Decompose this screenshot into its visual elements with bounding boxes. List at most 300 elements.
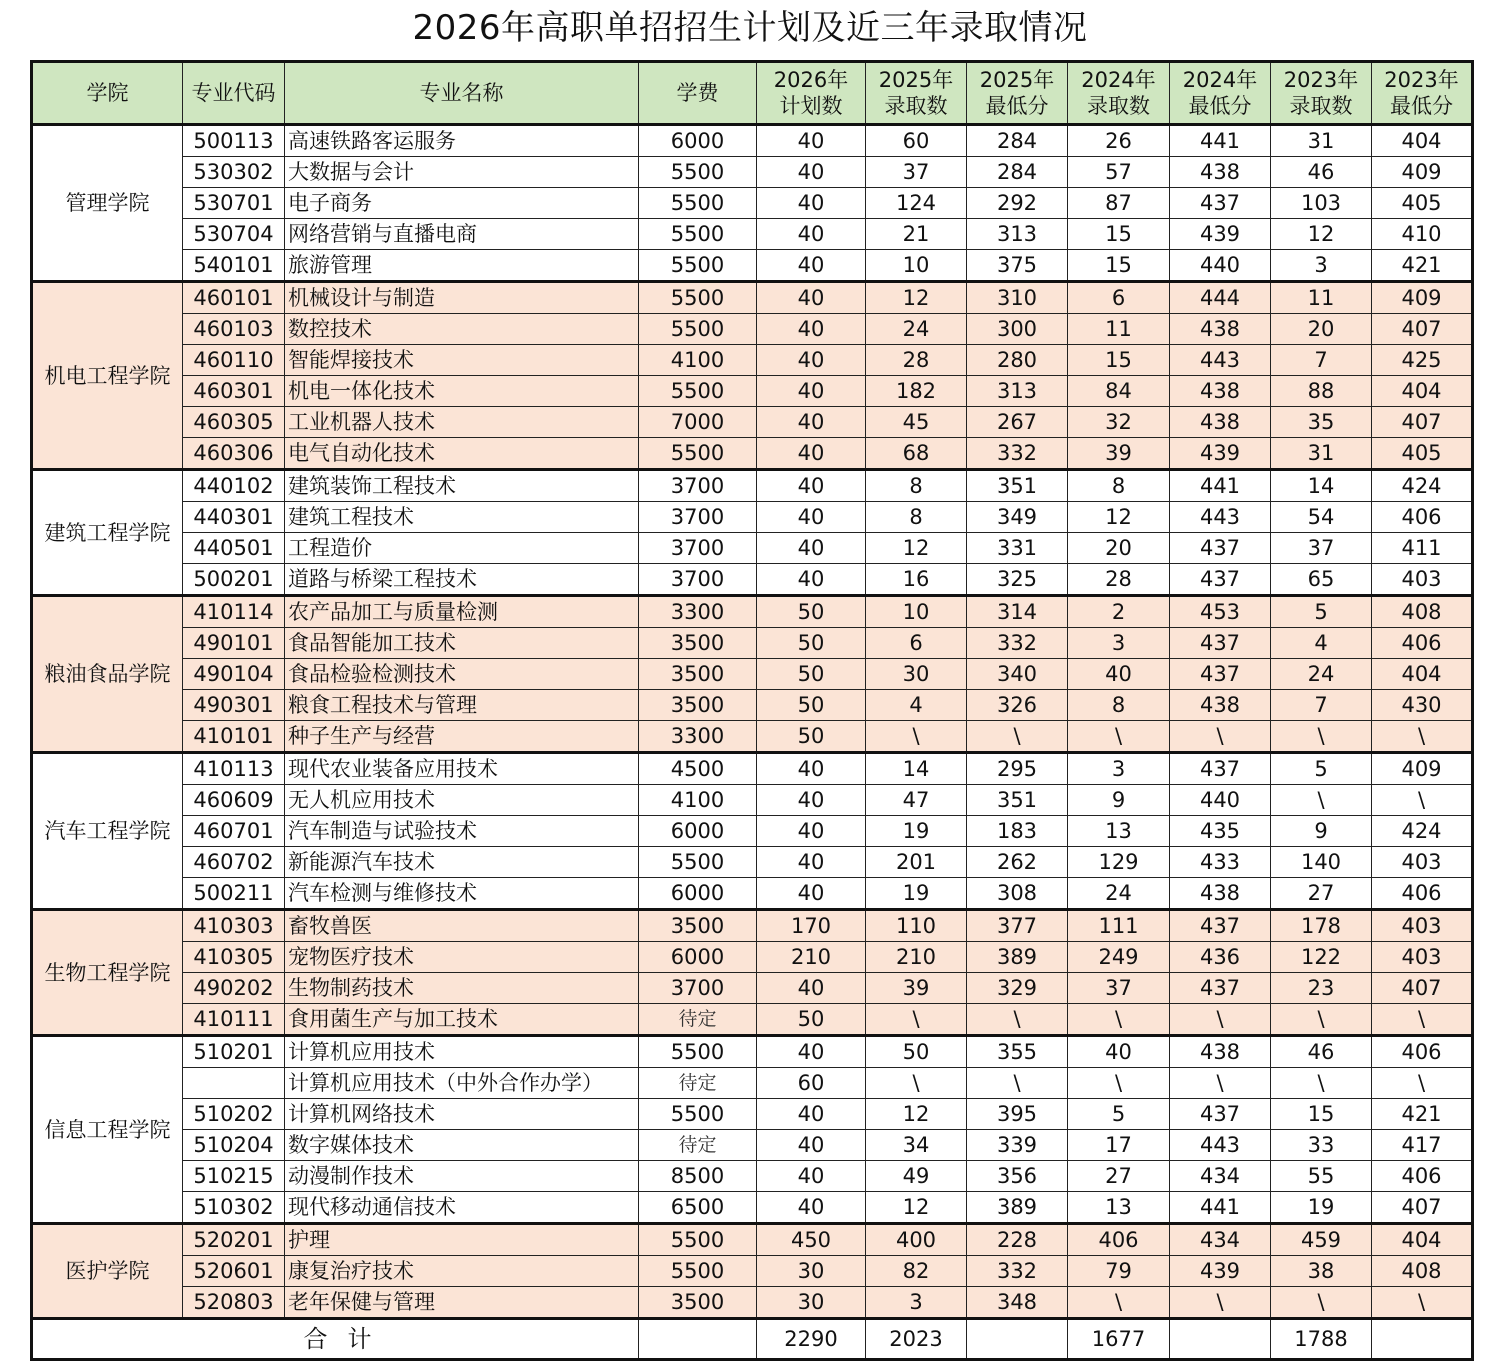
total-value: 2023 bbox=[866, 1319, 967, 1360]
min-score-2025: 228 bbox=[967, 1224, 1068, 1256]
admitted-2025: 14 bbox=[866, 753, 967, 785]
tuition: 待定 bbox=[639, 1068, 757, 1099]
major-name: 汽车制造与试验技术 bbox=[285, 816, 639, 847]
min-score-2025: 314 bbox=[967, 596, 1068, 628]
department-name: 信息工程学院 bbox=[32, 1036, 183, 1224]
major-code: 500113 bbox=[183, 125, 285, 157]
admitted-2023: 178 bbox=[1271, 910, 1372, 942]
tuition: 5500 bbox=[639, 438, 757, 470]
major-code: 410303 bbox=[183, 910, 285, 942]
column-header-line: 最低分 bbox=[1188, 94, 1252, 118]
major-name: 建筑装饰工程技术 bbox=[285, 470, 639, 502]
admitted-2024: 40 bbox=[1068, 1036, 1170, 1068]
min-score-2023: 406 bbox=[1372, 502, 1473, 533]
major-name: 康复治疗技术 bbox=[285, 1256, 639, 1287]
min-score-2025: 313 bbox=[967, 219, 1068, 250]
min-score-2023: \ bbox=[1372, 1287, 1473, 1319]
min-score-2025: 267 bbox=[967, 407, 1068, 438]
major-name: 食用菌生产与加工技术 bbox=[285, 1004, 639, 1036]
column-header bbox=[285, 62, 639, 125]
department-group bbox=[32, 1224, 1473, 1319]
admitted-2024: 129 bbox=[1068, 847, 1170, 878]
totals-section bbox=[32, 1319, 1473, 1360]
plan-2026: 40 bbox=[757, 1036, 866, 1068]
min-score-2024: 437 bbox=[1170, 910, 1271, 942]
admitted-2025: 210 bbox=[866, 942, 967, 973]
min-score-2024: \ bbox=[1170, 1287, 1271, 1319]
min-score-2024: 443 bbox=[1170, 502, 1271, 533]
admitted-2024: 111 bbox=[1068, 910, 1170, 942]
table-row bbox=[32, 721, 1473, 753]
table-row bbox=[32, 219, 1473, 250]
major-code: 530704 bbox=[183, 219, 285, 250]
tuition: 4100 bbox=[639, 345, 757, 376]
plan-2026: 40 bbox=[757, 470, 866, 502]
min-score-2023: 409 bbox=[1372, 157, 1473, 188]
column-header-line: 专业名称 bbox=[419, 81, 504, 105]
admitted-2025: 10 bbox=[866, 596, 967, 628]
major-name: 宠物医疗技术 bbox=[285, 942, 639, 973]
min-score-2025: \ bbox=[967, 721, 1068, 753]
min-score-2024: 440 bbox=[1170, 785, 1271, 816]
major-name: 无人机应用技术 bbox=[285, 785, 639, 816]
table-row bbox=[32, 125, 1473, 157]
min-score-2024: 443 bbox=[1170, 345, 1271, 376]
major-name: 农产品加工与质量检测 bbox=[285, 596, 639, 628]
min-score-2025: 377 bbox=[967, 910, 1068, 942]
tuition: 5500 bbox=[639, 219, 757, 250]
column-header-line: 学院 bbox=[86, 81, 129, 105]
column-header bbox=[967, 62, 1068, 125]
min-score-2025: 356 bbox=[967, 1161, 1068, 1192]
major-code: 460306 bbox=[183, 438, 285, 470]
tuition: 5500 bbox=[639, 282, 757, 314]
tuition: 3500 bbox=[639, 659, 757, 690]
plan-2026: 40 bbox=[757, 1192, 866, 1224]
table-row bbox=[32, 1224, 1473, 1256]
major-code: 460305 bbox=[183, 407, 285, 438]
min-score-2023: \ bbox=[1372, 785, 1473, 816]
tuition: 5500 bbox=[639, 250, 757, 282]
min-score-2024: 440 bbox=[1170, 250, 1271, 282]
admitted-2024: 8 bbox=[1068, 470, 1170, 502]
tuition: 8500 bbox=[639, 1161, 757, 1192]
min-score-2025: 339 bbox=[967, 1130, 1068, 1161]
table-row bbox=[32, 1130, 1473, 1161]
admitted-2025: 24 bbox=[866, 314, 967, 345]
min-score-2023: 403 bbox=[1372, 847, 1473, 878]
admitted-2024: 12 bbox=[1068, 502, 1170, 533]
min-score-2023: 406 bbox=[1372, 1161, 1473, 1192]
major-name: 工业机器人技术 bbox=[285, 407, 639, 438]
major-name: 数控技术 bbox=[285, 314, 639, 345]
total-value bbox=[639, 1319, 757, 1360]
min-score-2025: 262 bbox=[967, 847, 1068, 878]
admitted-2025: 39 bbox=[866, 973, 967, 1004]
table-row bbox=[32, 157, 1473, 188]
admitted-2024: 32 bbox=[1068, 407, 1170, 438]
tuition: 待定 bbox=[639, 1004, 757, 1036]
admitted-2025: 28 bbox=[866, 345, 967, 376]
major-code: 510202 bbox=[183, 1099, 285, 1130]
admitted-2023: 7 bbox=[1271, 345, 1372, 376]
column-header-line: 录取数 bbox=[884, 94, 948, 118]
min-score-2024: 443 bbox=[1170, 1130, 1271, 1161]
plan-2026: 50 bbox=[757, 1004, 866, 1036]
plan-2026: 40 bbox=[757, 533, 866, 564]
admitted-2025: 400 bbox=[866, 1224, 967, 1256]
major-name: 机电一体化技术 bbox=[285, 376, 639, 407]
admitted-2024: \ bbox=[1068, 721, 1170, 753]
tuition: 5500 bbox=[639, 157, 757, 188]
major-code: 490101 bbox=[183, 628, 285, 659]
min-score-2023: 403 bbox=[1372, 564, 1473, 596]
min-score-2025: 332 bbox=[967, 1256, 1068, 1287]
plan-2026: 40 bbox=[757, 219, 866, 250]
min-score-2025: 183 bbox=[967, 816, 1068, 847]
admitted-2023: 459 bbox=[1271, 1224, 1372, 1256]
admitted-2025: 49 bbox=[866, 1161, 967, 1192]
major-name: 计算机网络技术 bbox=[285, 1099, 639, 1130]
admitted-2025: 34 bbox=[866, 1130, 967, 1161]
major-code: 410113 bbox=[183, 753, 285, 785]
plan-2026: 40 bbox=[757, 878, 866, 910]
min-score-2024: 438 bbox=[1170, 407, 1271, 438]
column-header-line: 录取数 bbox=[1087, 94, 1150, 118]
min-score-2025: 284 bbox=[967, 125, 1068, 157]
admitted-2023: 103 bbox=[1271, 188, 1372, 219]
column-header-line: 录取数 bbox=[1289, 94, 1353, 118]
plan-2026: 40 bbox=[757, 753, 866, 785]
major-code: 460110 bbox=[183, 345, 285, 376]
min-score-2025: 340 bbox=[967, 659, 1068, 690]
column-header-line: 2024年 bbox=[1081, 68, 1156, 92]
min-score-2023: 408 bbox=[1372, 1256, 1473, 1287]
min-score-2023: \ bbox=[1372, 721, 1473, 753]
tuition: 4500 bbox=[639, 753, 757, 785]
plan-2026: 40 bbox=[757, 407, 866, 438]
min-score-2025: 351 bbox=[967, 470, 1068, 502]
admitted-2025: 6 bbox=[866, 628, 967, 659]
admitted-2025: 124 bbox=[866, 188, 967, 219]
min-score-2025: 332 bbox=[967, 438, 1068, 470]
column-header bbox=[1068, 62, 1170, 125]
major-code: 460701 bbox=[183, 816, 285, 847]
table-row bbox=[32, 596, 1473, 628]
min-score-2025: 389 bbox=[967, 1192, 1068, 1224]
major-name: 数字媒体技术 bbox=[285, 1130, 639, 1161]
admitted-2023: 9 bbox=[1271, 816, 1372, 847]
plan-2026: 50 bbox=[757, 628, 866, 659]
major-code: 490104 bbox=[183, 659, 285, 690]
plan-2026: 40 bbox=[757, 282, 866, 314]
plan-2026: 210 bbox=[757, 942, 866, 973]
major-name: 汽车检测与维修技术 bbox=[285, 878, 639, 910]
table-row bbox=[32, 628, 1473, 659]
plan-2026: 40 bbox=[757, 785, 866, 816]
admitted-2024: 249 bbox=[1068, 942, 1170, 973]
min-score-2025: 349 bbox=[967, 502, 1068, 533]
enrollment-table bbox=[30, 60, 1474, 1361]
tuition: 4100 bbox=[639, 785, 757, 816]
major-name: 食品检验检测技术 bbox=[285, 659, 639, 690]
admitted-2025: 8 bbox=[866, 470, 967, 502]
admitted-2024: \ bbox=[1068, 1004, 1170, 1036]
table-row bbox=[32, 1287, 1473, 1319]
department-group bbox=[32, 282, 1473, 470]
admitted-2023: 24 bbox=[1271, 659, 1372, 690]
min-score-2025: 326 bbox=[967, 690, 1068, 721]
admitted-2023: 31 bbox=[1271, 125, 1372, 157]
major-code: 510201 bbox=[183, 1036, 285, 1068]
admitted-2023: 88 bbox=[1271, 376, 1372, 407]
major-name: 计算机应用技术 bbox=[285, 1036, 639, 1068]
admitted-2025: 12 bbox=[866, 1099, 967, 1130]
major-name: 生物制药技术 bbox=[285, 973, 639, 1004]
admitted-2025: 45 bbox=[866, 407, 967, 438]
department-group bbox=[32, 910, 1473, 1036]
major-code: 540101 bbox=[183, 250, 285, 282]
plan-2026: 60 bbox=[757, 1068, 866, 1099]
table-row bbox=[32, 438, 1473, 470]
plan-2026: 40 bbox=[757, 345, 866, 376]
min-score-2023: 406 bbox=[1372, 628, 1473, 659]
total-value: 1677 bbox=[1068, 1319, 1170, 1360]
table-row bbox=[32, 1161, 1473, 1192]
table-row bbox=[32, 1192, 1473, 1224]
admitted-2023: 38 bbox=[1271, 1256, 1372, 1287]
min-score-2023: 407 bbox=[1372, 1192, 1473, 1224]
column-header-line: 2024年 bbox=[1182, 68, 1258, 92]
table-row bbox=[32, 1256, 1473, 1287]
admitted-2024: 17 bbox=[1068, 1130, 1170, 1161]
major-code: 410114 bbox=[183, 596, 285, 628]
admitted-2025: 4 bbox=[866, 690, 967, 721]
admitted-2025: 68 bbox=[866, 438, 967, 470]
table-row bbox=[32, 690, 1473, 721]
admitted-2024: 37 bbox=[1068, 973, 1170, 1004]
tuition: 5500 bbox=[639, 1036, 757, 1068]
department-name: 生物工程学院 bbox=[32, 910, 183, 1036]
admitted-2025: \ bbox=[866, 1068, 967, 1099]
admitted-2024: 9 bbox=[1068, 785, 1170, 816]
table-row bbox=[32, 470, 1473, 502]
column-header-line: 最低分 bbox=[985, 94, 1049, 118]
column-header bbox=[32, 62, 183, 125]
table-row bbox=[32, 942, 1473, 973]
min-score-2023: 424 bbox=[1372, 470, 1473, 502]
major-code bbox=[183, 1068, 285, 1099]
min-score-2024: 434 bbox=[1170, 1161, 1271, 1192]
min-score-2025: 348 bbox=[967, 1287, 1068, 1319]
major-name: 高速铁路客运服务 bbox=[285, 125, 639, 157]
column-header bbox=[1170, 62, 1271, 125]
admitted-2023: 23 bbox=[1271, 973, 1372, 1004]
admitted-2024: 57 bbox=[1068, 157, 1170, 188]
department-group bbox=[32, 125, 1473, 282]
major-code: 520601 bbox=[183, 1256, 285, 1287]
tuition: 3700 bbox=[639, 564, 757, 596]
admitted-2023: 65 bbox=[1271, 564, 1372, 596]
admitted-2023: 31 bbox=[1271, 438, 1372, 470]
min-score-2023: 407 bbox=[1372, 407, 1473, 438]
major-name: 现代农业装备应用技术 bbox=[285, 753, 639, 785]
admitted-2024: 406 bbox=[1068, 1224, 1170, 1256]
plan-2026: 40 bbox=[757, 376, 866, 407]
admitted-2023: 5 bbox=[1271, 596, 1372, 628]
major-code: 530701 bbox=[183, 188, 285, 219]
plan-2026: 40 bbox=[757, 314, 866, 345]
table-row bbox=[32, 533, 1473, 564]
admitted-2023: \ bbox=[1271, 721, 1372, 753]
major-code: 410305 bbox=[183, 942, 285, 973]
table-row bbox=[32, 785, 1473, 816]
admitted-2025: 10 bbox=[866, 250, 967, 282]
admitted-2023: 15 bbox=[1271, 1099, 1372, 1130]
tuition: 3700 bbox=[639, 502, 757, 533]
admitted-2023: 4 bbox=[1271, 628, 1372, 659]
min-score-2025: 395 bbox=[967, 1099, 1068, 1130]
admitted-2025: 12 bbox=[866, 282, 967, 314]
major-code: 500211 bbox=[183, 878, 285, 910]
tuition: 5500 bbox=[639, 847, 757, 878]
major-name: 种子生产与经营 bbox=[285, 721, 639, 753]
min-score-2024: \ bbox=[1170, 1068, 1271, 1099]
major-name: 老年保健与管理 bbox=[285, 1287, 639, 1319]
admitted-2023: \ bbox=[1271, 1287, 1372, 1319]
admitted-2023: 46 bbox=[1271, 1036, 1372, 1068]
table-row bbox=[32, 314, 1473, 345]
plan-2026: 50 bbox=[757, 659, 866, 690]
major-name: 新能源汽车技术 bbox=[285, 847, 639, 878]
plan-2026: 40 bbox=[757, 564, 866, 596]
admitted-2024: 15 bbox=[1068, 345, 1170, 376]
table-row bbox=[32, 564, 1473, 596]
column-header-line: 计划数 bbox=[779, 94, 843, 118]
admitted-2023: 140 bbox=[1271, 847, 1372, 878]
major-code: 440301 bbox=[183, 502, 285, 533]
admitted-2024: 87 bbox=[1068, 188, 1170, 219]
min-score-2023: 410 bbox=[1372, 219, 1473, 250]
column-header bbox=[866, 62, 967, 125]
min-score-2023: 405 bbox=[1372, 188, 1473, 219]
admitted-2024: 13 bbox=[1068, 1192, 1170, 1224]
admitted-2024: 8 bbox=[1068, 690, 1170, 721]
min-score-2024: \ bbox=[1170, 1004, 1271, 1036]
department-group bbox=[32, 1036, 1473, 1224]
department-name: 医护学院 bbox=[32, 1224, 183, 1319]
min-score-2024: 437 bbox=[1170, 188, 1271, 219]
min-score-2025: 295 bbox=[967, 753, 1068, 785]
admitted-2024: 13 bbox=[1068, 816, 1170, 847]
admitted-2025: 37 bbox=[866, 157, 967, 188]
total-value bbox=[967, 1319, 1068, 1360]
min-score-2024: 453 bbox=[1170, 596, 1271, 628]
admitted-2024: 39 bbox=[1068, 438, 1170, 470]
min-score-2025: 389 bbox=[967, 942, 1068, 973]
admitted-2024: 20 bbox=[1068, 533, 1170, 564]
major-code: 460301 bbox=[183, 376, 285, 407]
tuition: 5500 bbox=[639, 1256, 757, 1287]
min-score-2025: 300 bbox=[967, 314, 1068, 345]
plan-2026: 40 bbox=[757, 1130, 866, 1161]
plan-2026: 40 bbox=[757, 188, 866, 219]
column-header bbox=[1271, 62, 1372, 125]
major-name: 粮食工程技术与管理 bbox=[285, 690, 639, 721]
major-name: 动漫制作技术 bbox=[285, 1161, 639, 1192]
min-score-2024: 434 bbox=[1170, 1224, 1271, 1256]
min-score-2025: 284 bbox=[967, 157, 1068, 188]
major-code: 460101 bbox=[183, 282, 285, 314]
plan-2026: 40 bbox=[757, 125, 866, 157]
admitted-2025: 19 bbox=[866, 816, 967, 847]
min-score-2023: \ bbox=[1372, 1068, 1473, 1099]
major-name: 旅游管理 bbox=[285, 250, 639, 282]
plan-2026: 30 bbox=[757, 1256, 866, 1287]
admitted-2023: 11 bbox=[1271, 282, 1372, 314]
admitted-2025: 30 bbox=[866, 659, 967, 690]
admitted-2024: 11 bbox=[1068, 314, 1170, 345]
min-score-2023: 407 bbox=[1372, 973, 1473, 1004]
admitted-2023: 20 bbox=[1271, 314, 1372, 345]
major-code: 520803 bbox=[183, 1287, 285, 1319]
table-row bbox=[32, 1004, 1473, 1036]
plan-2026: 40 bbox=[757, 502, 866, 533]
min-score-2023: 411 bbox=[1372, 533, 1473, 564]
min-score-2025: 331 bbox=[967, 533, 1068, 564]
table-row bbox=[32, 1068, 1473, 1099]
major-name: 现代移动通信技术 bbox=[285, 1192, 639, 1224]
min-score-2024: 438 bbox=[1170, 157, 1271, 188]
min-score-2025: \ bbox=[967, 1068, 1068, 1099]
admitted-2024: 40 bbox=[1068, 659, 1170, 690]
admitted-2024: 24 bbox=[1068, 878, 1170, 910]
major-code: 510302 bbox=[183, 1192, 285, 1224]
tuition: 7000 bbox=[639, 407, 757, 438]
admitted-2023: 5 bbox=[1271, 753, 1372, 785]
tuition: 3500 bbox=[639, 690, 757, 721]
min-score-2023: 417 bbox=[1372, 1130, 1473, 1161]
min-score-2024: 438 bbox=[1170, 376, 1271, 407]
tuition: 3300 bbox=[639, 596, 757, 628]
department-name: 汽车工程学院 bbox=[32, 753, 183, 910]
admitted-2025: 19 bbox=[866, 878, 967, 910]
min-score-2024: 438 bbox=[1170, 1036, 1271, 1068]
tuition: 6000 bbox=[639, 125, 757, 157]
min-score-2024: 436 bbox=[1170, 942, 1271, 973]
min-score-2025: 280 bbox=[967, 345, 1068, 376]
major-name: 机械设计与制造 bbox=[285, 282, 639, 314]
tuition: 待定 bbox=[639, 1130, 757, 1161]
admitted-2023: 3 bbox=[1271, 250, 1372, 282]
major-name: 电子商务 bbox=[285, 188, 639, 219]
tuition: 6000 bbox=[639, 942, 757, 973]
min-score-2025: 310 bbox=[967, 282, 1068, 314]
min-score-2023: 406 bbox=[1372, 878, 1473, 910]
total-value: 1788 bbox=[1271, 1319, 1372, 1360]
major-code: 440501 bbox=[183, 533, 285, 564]
column-header bbox=[183, 62, 285, 125]
major-code: 440102 bbox=[183, 470, 285, 502]
major-code: 460103 bbox=[183, 314, 285, 345]
column-header-line: 2025年 bbox=[979, 68, 1055, 92]
page-title: 2026年高职单招招生计划及近三年录取情况 bbox=[412, 8, 1088, 48]
plan-2026: 450 bbox=[757, 1224, 866, 1256]
admitted-2025: 50 bbox=[866, 1036, 967, 1068]
table-row bbox=[32, 502, 1473, 533]
plan-2026: 40 bbox=[757, 1161, 866, 1192]
min-score-2023: 404 bbox=[1372, 376, 1473, 407]
